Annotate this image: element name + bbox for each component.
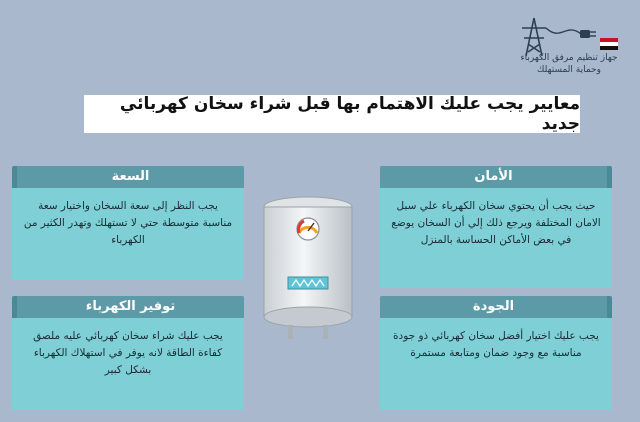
logo-text bbox=[504, 52, 634, 76]
logo-line-1: جهاز تنظيم مرفق الكهرباء bbox=[520, 53, 618, 63]
electricity-saving-card-body: يجب عليك شراء سخان كهربائي عليه ملصق كفاءة الطاقة لانه يوفر في استهلاك الكهرباء بشكل كبير bbox=[12, 318, 244, 410]
safety-card-heading: الأمان bbox=[380, 166, 612, 188]
electricity-saving-card bbox=[12, 296, 244, 410]
capacity-card-body: يجب النظر إلى سعة السخان واختيار سعة مناسبة متوسطة حتي لا تستهلك وتهدر الكثير من الكهرباء bbox=[12, 188, 244, 280]
water-heater-icon bbox=[258, 193, 358, 343]
capacity-card bbox=[12, 166, 244, 280]
quality-card-body: يجب عليك اختيار أفضل سخان كهربائي ذو جودة مناسبة مع وجود ضمان ومتابعة مستمرة bbox=[380, 318, 612, 410]
page-title-text: معايير يجب عليك الاهتمام بها قبل شراء سخان كهربائي جديد bbox=[119, 94, 580, 134]
capacity-card-heading: السعة bbox=[12, 166, 244, 188]
quality-card bbox=[380, 296, 612, 410]
page-title bbox=[84, 95, 580, 133]
safety-card bbox=[380, 166, 612, 288]
quality-card-heading: الجودة bbox=[380, 296, 612, 318]
electricity-saving-card-heading: توفير الكهرباء bbox=[12, 296, 244, 318]
logo-line-2: وحماية المستهلك bbox=[537, 65, 601, 75]
safety-card-body: حيث يجب أن يحتوي سخان الكهرباء علي سبل الامان المختلفة ويرجع ذلك إلي أن السخان يوضع في بعض الأماكن الحساسة بالمنزل bbox=[380, 188, 612, 288]
